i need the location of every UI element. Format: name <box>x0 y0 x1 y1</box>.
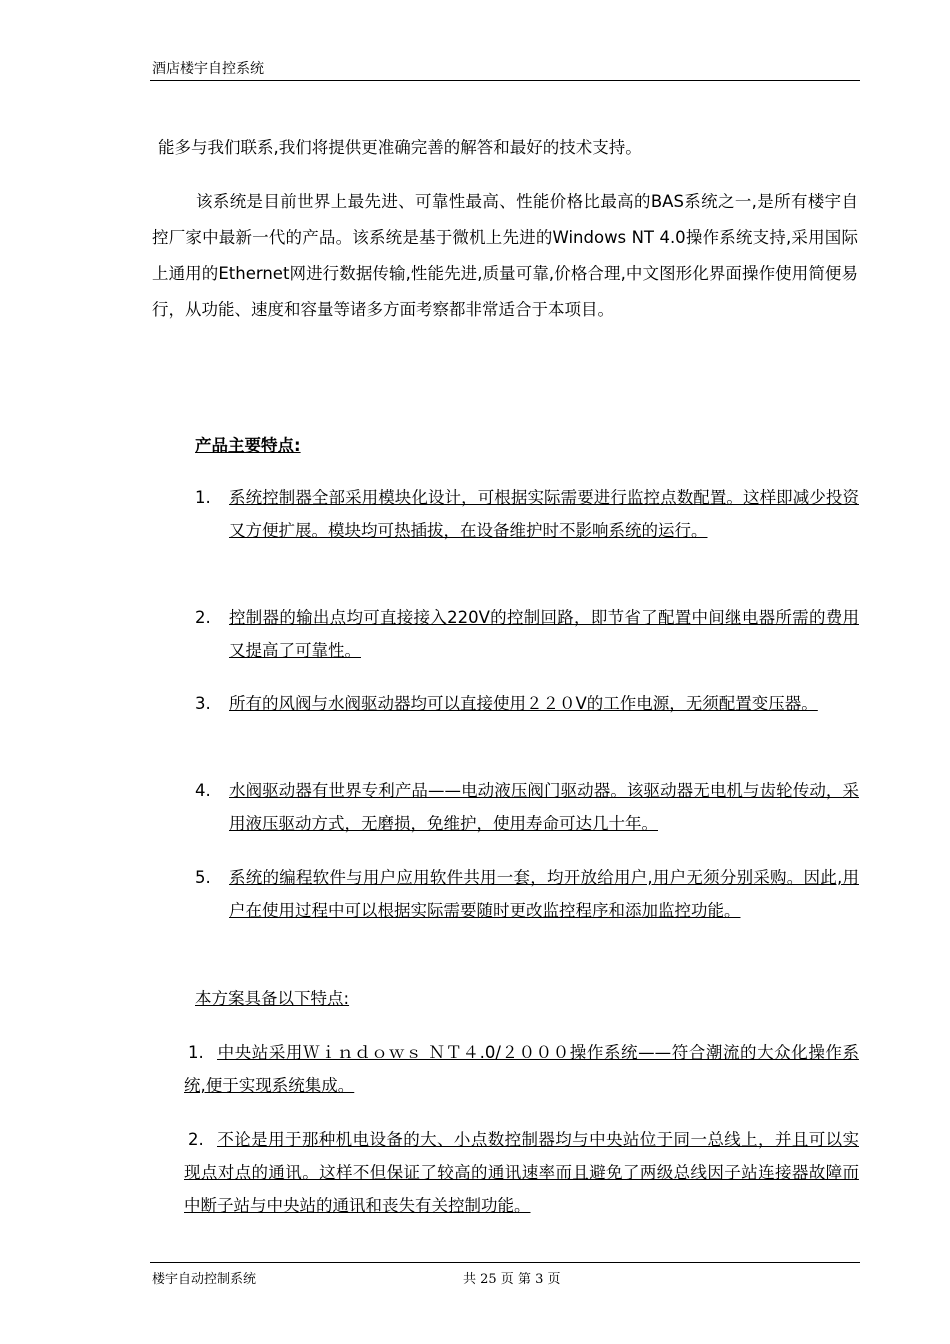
scheme-item-2 <box>184 1123 859 1222</box>
feature-num: 2. <box>195 608 211 627</box>
footer-rule <box>150 1262 860 1263</box>
features-title: 产品主要特点: <box>195 436 301 455</box>
feature-num: 1. <box>195 488 211 507</box>
footer-title: 楼宇自动控制系统 <box>152 1272 257 1287</box>
scheme-text: 中央站采用Ｗｉｎｄｏｗｓ ＮＴ４.0/２０００操作系统——符合潮流的大众化操作系统,便于实现系统集成。 <box>184 1043 859 1095</box>
scheme-text: 不论是用于那种机电设备的大、小点数控制器均与中央站位于同一总线上，并且可以实现点对点的通讯。这样不但保证了较高的通讯速率而且避免了两级总线因子站连接器故障而中断子站与中央站的通讯和丧失有关控制功能。 <box>184 1130 859 1215</box>
header-title: 酒店楼宇自控系统 <box>152 61 264 77</box>
feature-item-2 <box>195 601 859 667</box>
page-number: 共 25 页 第 3 页 <box>463 1272 561 1287</box>
intro-line: 能多与我们联系,我们将提供更准确完善的解答和最好的技术支持。 <box>158 138 642 157</box>
feature-text: 系统的编程软件与用户应用软件共用一套，均开放给用户,用户无须分别采购。因此,用户在使用过程中可以根据实际需要随时更改监控程序和添加监控功能。 <box>229 868 859 920</box>
feature-text: 所有的风阀与水阀驱动器均可以直接使用２２０V的工作电源，无须配置变压器。 <box>229 694 818 713</box>
scheme-num: 1. <box>188 1043 204 1062</box>
feature-num: 3. <box>195 694 211 713</box>
feature-item-4 <box>195 774 859 840</box>
feature-item-3 <box>195 687 859 720</box>
feature-num: 4. <box>195 781 211 800</box>
feature-text: 控制器的输出点均可直接接入220V的控制回路，即节省了配置中间继电器所需的费用又提高了可靠性。 <box>229 608 859 660</box>
feature-text: 系统控制器全部采用模块化设计，可根据实际需要进行监控点数配置。这样即减少投资又方便扩展。模块均可热插拔，在设备维护时不影响系统的运行。 <box>229 488 859 540</box>
body-paragraph: 该系统是目前世界上最先进、可靠性最高、性能价格比最高的BAS系统之一,是所有楼宇自控厂家中最新一代的产品。该系统是基于微机上先进的Windows NT 4.0操作系统支持,采用国际上通用的Ethernet网进行数据传输,性能先进,质量可靠,价格合理,中文图形化界面操作使用简便易行，从功能、速度和容量等诸多方面考察都非常适合于本项目。 <box>152 192 858 319</box>
feature-num: 5. <box>195 868 211 887</box>
scheme-title: 本方案具备以下特点: <box>195 989 350 1008</box>
scheme-num: 2. <box>188 1130 204 1149</box>
feature-item-5 <box>195 861 859 927</box>
header-rule <box>150 80 860 81</box>
feature-text: 水阀驱动器有世界专利产品——电动液压阀门驱动器。该驱动器无电机与齿轮传动，采用液压驱动方式，无磨损，免维护，使用寿命可达几十年。 <box>229 781 859 833</box>
feature-item-1 <box>195 481 859 547</box>
scheme-item-1 <box>184 1036 859 1102</box>
